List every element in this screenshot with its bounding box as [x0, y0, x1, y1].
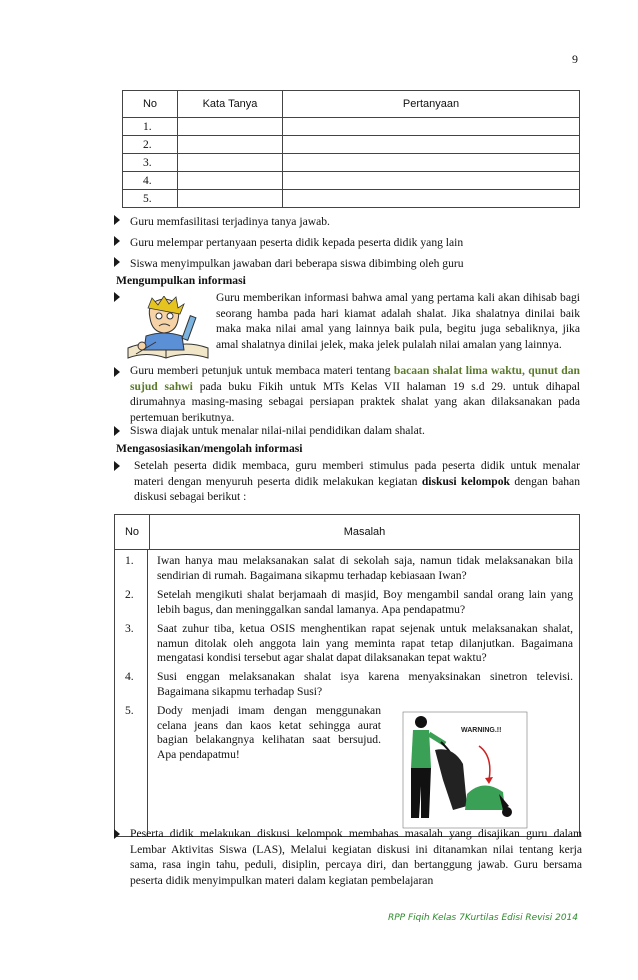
bullet-text: Guru memfasilitasi terjadinya tanya jawab.	[130, 215, 330, 228]
closing-paragraph: Peserta didik melakukan diskusi kelompok membahas masalah yang disajikan guru dalam Lembar Aktivitas Siswa (LAS), Melalui kegiatan diskusi ini ditanamkan nilai tentang kerja sama, rasa ingin tahu, peduli, disiplin, percaya diri, dan bertanggung jawab. Guru bersama peserta didik menyimpulkan materi dalam kegiatan pembelajaran	[130, 827, 582, 887]
section1-intro: Guru memberikan informasi bahwa amal yang pertama kali akan dihisab bagi seorang hamba pada hari kiamat adalah shalat. Jika shalatnya dinilai baik maka maka nilai amal yang lainnya baik pula, begitu juga sebaliknya, jika amal shalatnya dinilai jelek, maka jelek pulalah nilai amalan yang lainnya.	[216, 291, 580, 351]
problem-number: 2.	[125, 588, 134, 601]
row-number: 1.	[123, 118, 178, 136]
table-row	[123, 190, 580, 208]
section1-values: Siswa diajak untuk menalar nilai-nilai pendidikan dalam shalat.	[130, 424, 425, 437]
row-number: 4.	[123, 172, 178, 190]
bullet-icon	[114, 461, 120, 471]
bullet-icon	[114, 215, 120, 225]
warning-illustration	[383, 706, 533, 832]
problem-number: 1.	[125, 554, 134, 567]
bullet-icon	[114, 829, 120, 839]
section2-bold: diskusi kelompok	[421, 474, 510, 488]
bullet-icon	[114, 257, 120, 267]
section-heading-mengumpulkan: Mengumpulkan informasi	[116, 274, 246, 287]
bullet-icon	[114, 367, 120, 377]
table-row	[123, 118, 580, 136]
row-number: 3.	[123, 154, 178, 172]
bullet-text: Siswa menyimpulkan jawaban dari beberapa siswa dibimbing oleh guru	[130, 257, 464, 270]
instruction-text-end: pada buku Fikih untuk MTs Kelas VII halaman 19 s.d 29. untuk dihapal dirumahnya masing-masing sebagai persiapan praktek shalat yang akan dilaksanakan pada pertemuan berikutnya.	[130, 379, 580, 424]
problem-text: Dody menjadi imam dengan menggunakan celana jeans dan kaos ketat sehingga aurat bagian belakangnya kelihatan saat bersujud. Apa pendapatmu!	[157, 704, 381, 761]
problem-number: 4.	[125, 670, 134, 683]
section2-text-start: Setelah peserta didik membaca, guru memberi stimulus pada peserta didik untuk menalar materi dengan menyuruh peserta didik melakukan kegiatan	[134, 459, 580, 488]
bullet-icon	[114, 292, 120, 302]
problem-text: Saat zuhur tiba, ketua OSIS menghentikan rapat sejenak untuk melaksanakan shalat, namun ditolak oleh anggota lain yang meminta rapat tetap dilanjutkan. Bagaimana mengatasi kondisi tersebut agar shalat dapat dilaksanakan tepat waktu?	[157, 622, 573, 664]
problem-text: Setelah mengikuti shalat berjamaah di masjid, Boy mengambil sandal orang lain yang lebih bagus, dan meninggalkan sandal lamanya. Apa pendapatmu?	[157, 588, 573, 616]
table-row	[123, 136, 580, 154]
bullet-icon	[114, 426, 120, 436]
row-number: 2.	[123, 136, 178, 154]
page-number: 9	[572, 52, 578, 66]
student-reading-illustration	[126, 296, 210, 364]
problem-text: Iwan hanya mau melaksanakan salat di sekolah saja, namun tidak melaksanakan bila sendirian di rumah. Bagaimana sikapmu terhadap kebiasaan Iwan?	[157, 554, 573, 582]
question-table	[122, 90, 580, 208]
section1-instruction	[130, 363, 580, 425]
problem-number: 3.	[125, 622, 134, 635]
instruction-highlight: bacaan shalat lima waktu, qunut dan sujud sahwi	[130, 364, 580, 393]
section2-text	[134, 458, 580, 505]
bullet-text: Guru melempar pertanyaan peserta didik kepada peserta didik yang lain	[130, 236, 464, 249]
problem-number: 5.	[125, 704, 134, 717]
header-pertanyaan: Pertanyaan	[283, 91, 580, 118]
table-row	[123, 154, 580, 172]
header-masalah: Masalah	[150, 515, 580, 550]
warning-label: WARNING.!!	[461, 727, 502, 734]
problem-list	[115, 550, 580, 837]
problem-table	[114, 514, 580, 837]
instruction-text: Guru memberi petunjuk untuk membaca materi tentang	[130, 364, 394, 377]
table-row	[123, 172, 580, 190]
footer-text: RPP Fiqih Kelas 7Kurtilas Edisi Revisi 2014	[387, 913, 578, 923]
bullet-icon	[114, 236, 120, 246]
header-no: No	[123, 91, 178, 118]
section2-text-end: dengan bahan diskusi sebagai berikut :	[134, 474, 580, 504]
header-no: No	[115, 515, 150, 550]
row-number: 5.	[123, 190, 178, 208]
header-kata-tanya: Kata Tanya	[178, 91, 283, 118]
section-heading-mengasosiasikan: Mengasosiasikan/mengolah informasi	[116, 442, 303, 455]
problem-text: Susi enggan melaksanakan shalat isya karena menyaksinakan sinetron televisi. Bagaimana sikapmu terhadap Susi?	[157, 670, 573, 698]
